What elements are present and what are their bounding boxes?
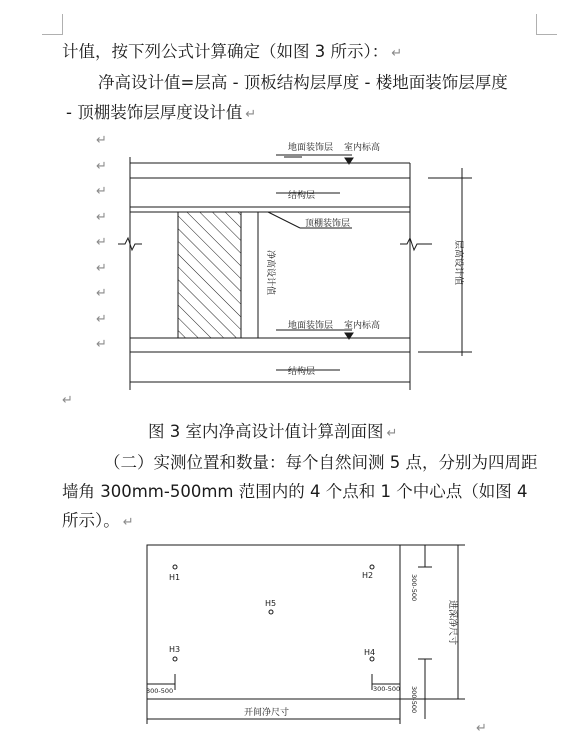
label-indoor-elevation-bottom: 室内标高 [344, 321, 381, 331]
label-storey-height: 层高设计值 [453, 240, 463, 286]
paragraph-mark: ↵ [245, 107, 257, 122]
paragraph-mark: ↵ [391, 46, 403, 61]
label-structure-top: 结构层 [288, 191, 316, 201]
label-structure-bottom: 结构层 [288, 367, 316, 377]
paragraph-formula-intro: 计值，按下列公式计算确定（如图 3 所示）： ↵ [62, 42, 403, 61]
paragraph-mark: ↵ [476, 721, 487, 736]
dim-side-top-300-500: 300-500 [410, 574, 418, 602]
label-floor-finish-bottom: 地面装饰层 [288, 321, 334, 331]
section-2-line-1: （二）实测位置和数量：每个自然间测 5 点，分别为四周距 [104, 453, 538, 472]
formula-line-2: - 顶棚装饰层厚度设计值 ↵ [66, 103, 257, 122]
point-label-h4: H4 [364, 648, 376, 657]
figure-3-caption: 图 3 室内净高设计值计算剖面图 ↵ [148, 422, 398, 441]
room-width-label: 开间净尺寸 [244, 708, 290, 718]
formula-line-1: 净高设计值=层高 - 顶板结构层厚度 - 楼地面装饰层厚度 [98, 73, 508, 92]
point-label-h1: H1 [169, 573, 181, 582]
point-label-h3: H3 [169, 645, 181, 654]
room-depth-label: 进深净尺寸 [447, 600, 457, 646]
paragraph-mark: ↵ [386, 426, 398, 441]
dim-left-300-500: 300-500 [146, 687, 174, 695]
point-label-h5: H5 [265, 599, 277, 608]
dim-side-bottom-300-500: 300-500 [410, 686, 418, 714]
dim-right-300-500: 300-500 [373, 685, 401, 693]
label-floor-finish-top: 地面装饰层 [288, 143, 334, 153]
label-indoor-elevation-top: 室内标高 [344, 143, 381, 153]
section-2-line-2: 墙角 300mm-500mm 范围内的 4 个点和 1 个中心点（如图 4 [62, 482, 528, 501]
point-label-h2: H2 [362, 571, 374, 580]
label-ceiling-finish: 顶棚装饰层 [305, 219, 351, 229]
figure-4-plan-drawing [0, 534, 569, 734]
label-clear-height-design: 净高设计值 [265, 250, 275, 296]
section-2-line-3: 所示）。 ↵ [62, 511, 134, 530]
figure-paragraph-marks: ↵ ↵ ↵ ↵ ↵ ↵ ↵ ↵ ↵ [96, 133, 107, 352]
paragraph-mark: ↵ [62, 393, 73, 408]
paragraph-mark: ↵ [122, 515, 134, 530]
